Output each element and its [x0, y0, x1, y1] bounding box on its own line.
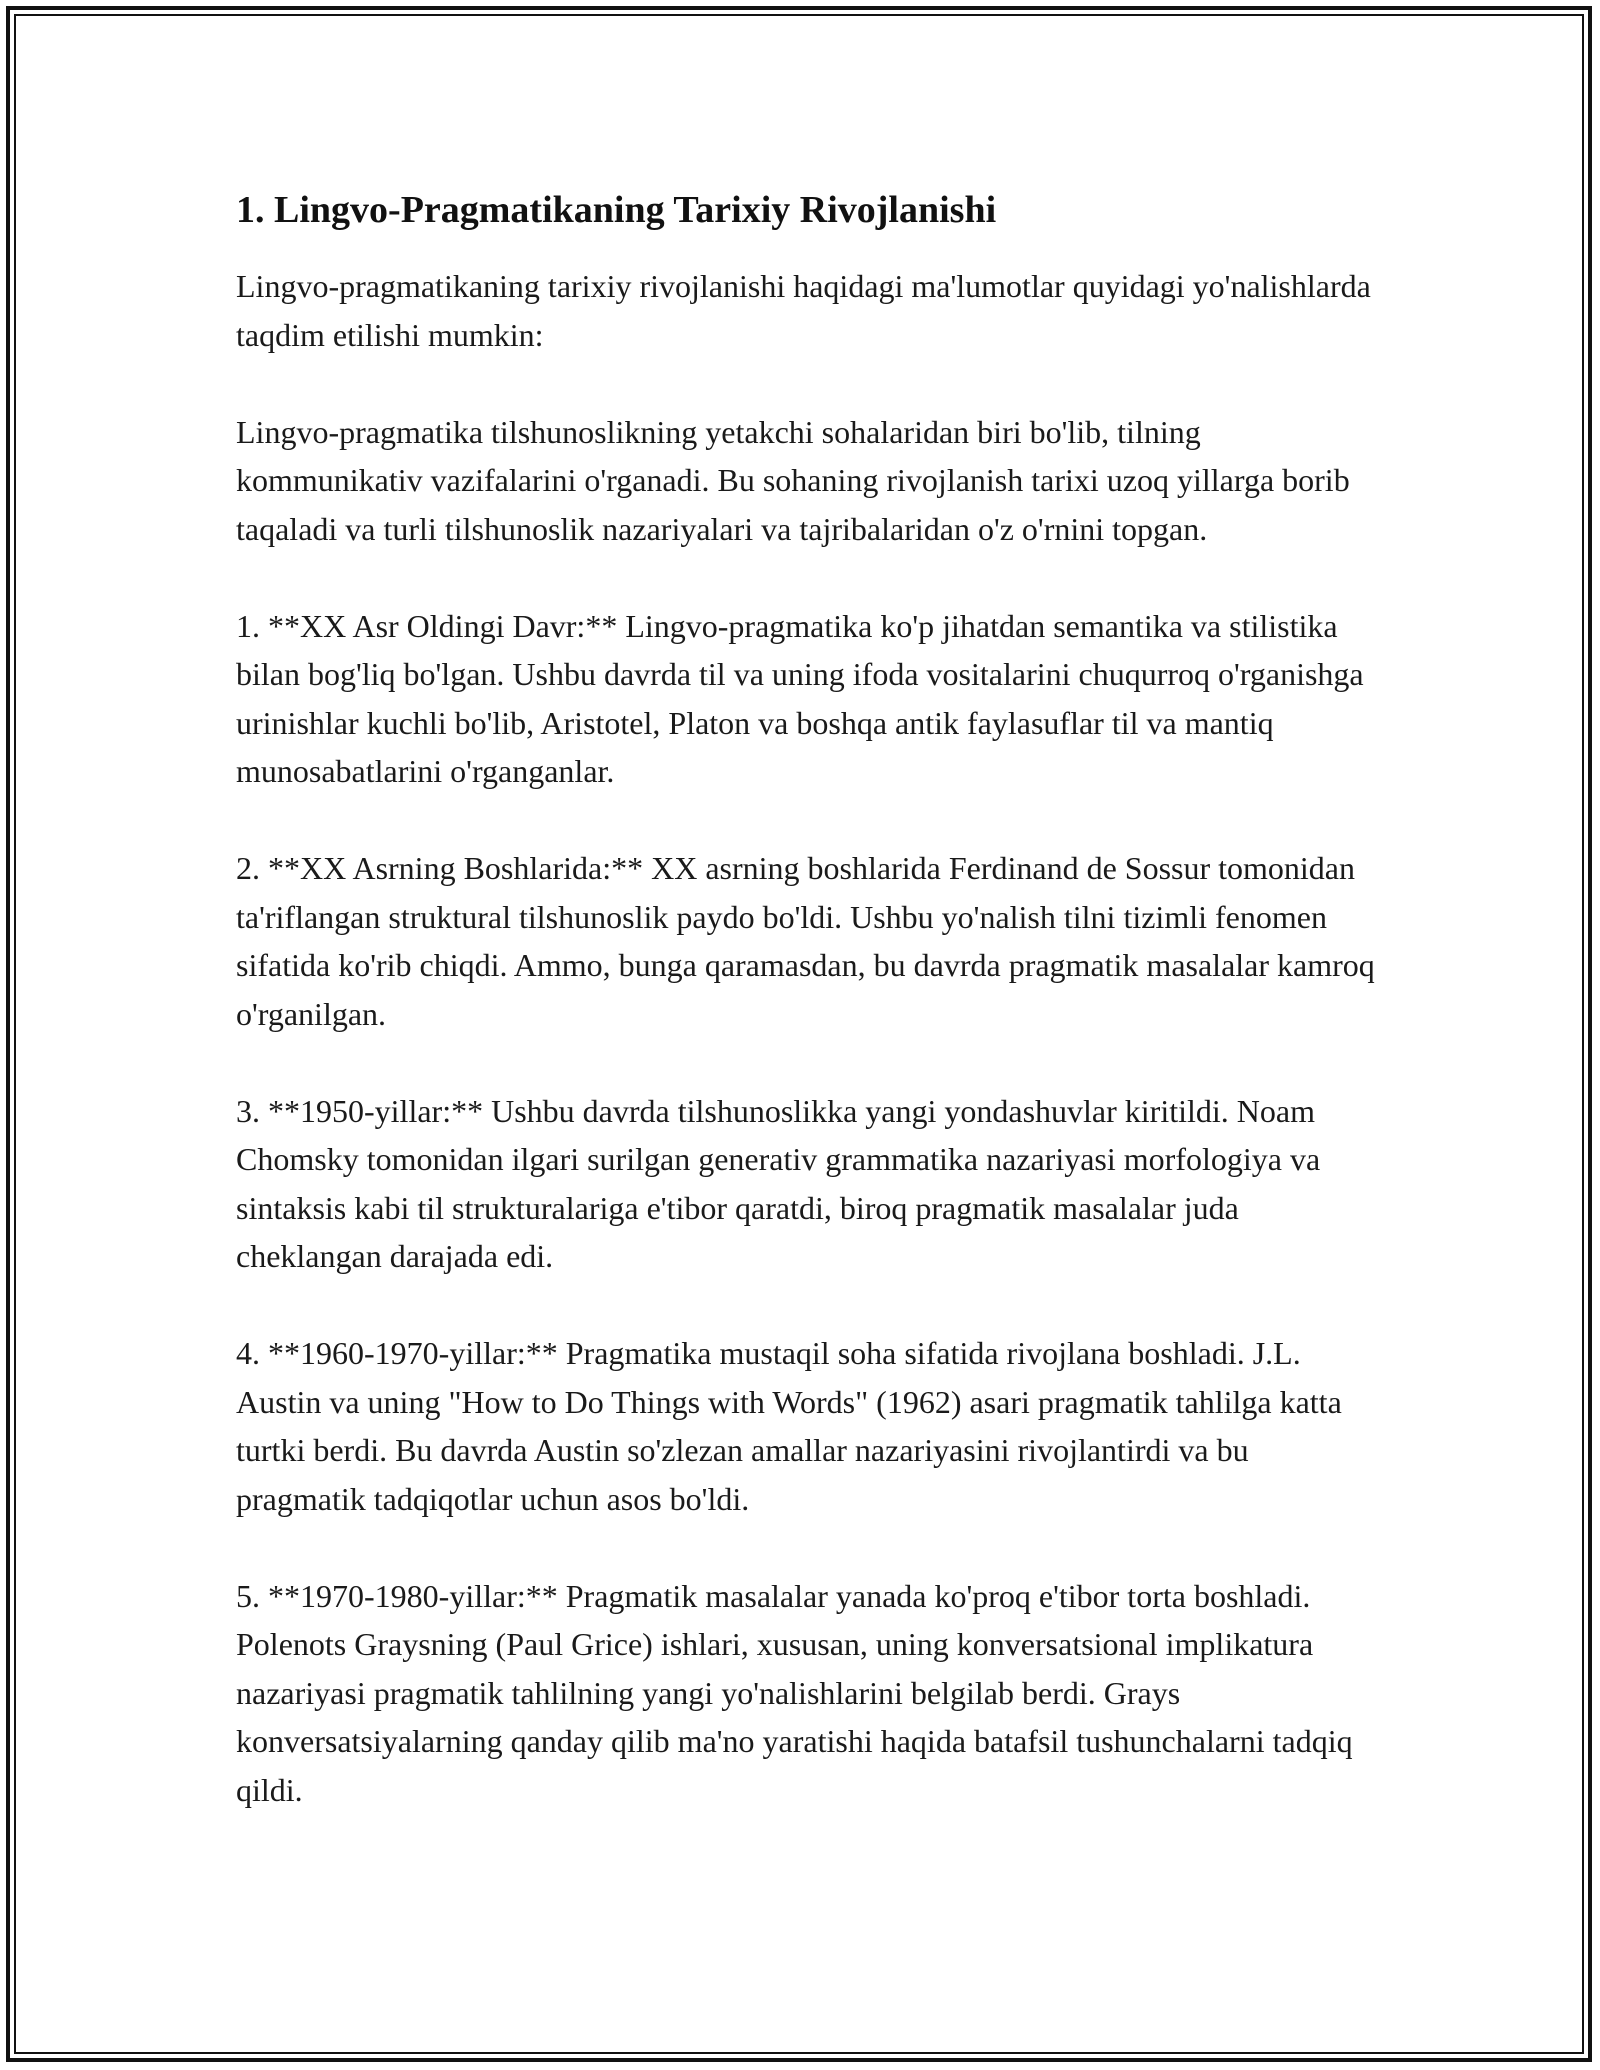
list-item-5: 5. **1970-1980-yillar:** Pragmatik masalalar yanada ko'proq e'tibor torta boshladi. Polenots Graysning (Paul Grice) ishlari, xususan, uning konversatsional implikatura nazariyasi pragmatik tahlilning yangi yo'nalishlarini belgilab berdi. Grays konversatsiyalarning qanday qilib ma'no yaratishi haqida batafsil tushunchalarni tadqiq qildi. — [236, 1577, 1353, 1808]
list-item-4: 4. **1960-1970-yillar:** Pragmatika mustaqil soha sifatida rivojlana boshladi. J.L. Austin va uning "How to Do Things with Words" (1962) asari pragmatik tahlilga katta turtki berdi. Bu davrda Austin so'zlezan amallar nazariyasini rivojlantirdi va bu pragmatik tadqiqotlar uchun asos bo'ldi. — [236, 1335, 1342, 1517]
list-item-1: 1. **XX Asr Oldingi Davr:** Lingvo-pragmatika ko'p jihatdan semantika va stilistika bilan bog'liq bo'lgan. Ushbu davrda til va uning ifoda vositalarini chuqurroq o'rganishga urinishlar kuchli bo'lib, Aristotel, Platon va boshqa antik faylasuflar til va mantiq munosabatlarini o'rganganlar. — [236, 607, 1364, 789]
document-body — [236, 186, 1376, 1814]
list-item-3: 3. **1950-yillar:** Ushbu davrda tilshunoslikka yangi yondashuvlar kiritildi. Noam Chomsky tomonidan ilgari surilgan generativ grammatika nazariyasi morfologiya va sintaksis kabi til strukturalariga e'tibor qaratdi, biroq pragmatik masalalar juda cheklangan darajada edi. — [236, 1092, 1321, 1274]
intro-paragraph: Lingvo-pragmatikaning tarixiy rivojlanishi haqidagi ma'lumotlar quyidagi yo'nalishlarda taqdim etilishi mumkin: — [236, 268, 1371, 353]
list-item-2: 2. **XX Asrning Boshlarida:** XX asrning boshlarida Ferdinand de Sossur tomonidan ta'riflangan struktural tilshunoslik paydo bo'ldi. Ushbu yo'nalish tilni tizimli fenomen sifatida ko'rib chiqdi. Ammo, bunga qaramasdan, bu davrda pragmatik masalalar kamroq o'rganilgan. — [236, 850, 1375, 1032]
overview-paragraph: Lingvo-pragmatika tilshunoslikning yetakchi sohalaridan biri bo'lib, tilning kommunikativ vazifalarini o'rganadi. Bu sohaning rivojlanish tarixi uzoq yillarga borib taqaladi va turli tilshunoslik nazariyalari va tajribalaridan o'z o'rnini topgan. — [236, 413, 1350, 547]
section-title: 1. Lingvo-Pragmatikaning Tarixiy Rivojlanishi — [236, 189, 997, 231]
